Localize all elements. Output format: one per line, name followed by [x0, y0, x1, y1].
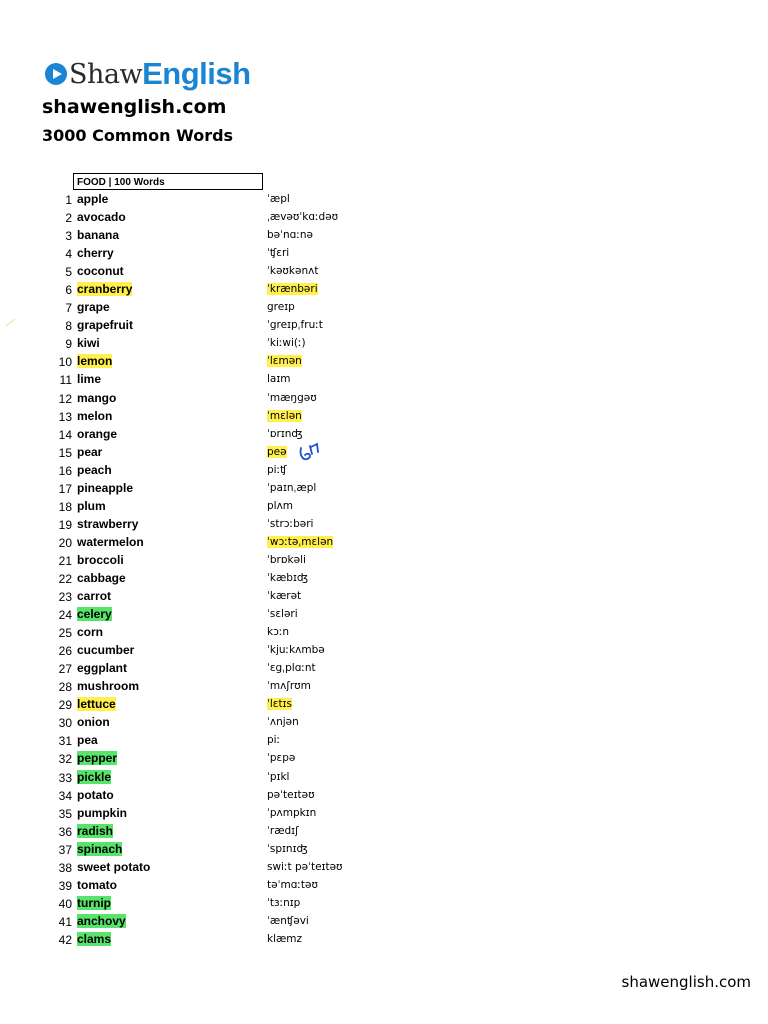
pencil-mark — [5, 316, 17, 328]
word-text: corn — [77, 625, 104, 640]
word-pronunciation: ˈkiːwi(ː) — [267, 337, 306, 350]
word-row — [0, 498, 768, 516]
word-list — [0, 191, 768, 949]
word-number: 18 — [58, 499, 72, 514]
word-text: pepper — [77, 751, 118, 766]
word-pronunciation: ˈkjuːkʌmbə — [267, 644, 325, 657]
word-pronunciation: ˈkrænbəri — [267, 283, 318, 296]
word-number: 31 — [58, 734, 72, 749]
word-number: 38 — [58, 860, 72, 875]
word-number: 16 — [58, 463, 72, 478]
word-text: cranberry — [77, 282, 133, 297]
word-text: lettuce — [77, 697, 116, 712]
word-pronunciation: ˈkærət — [267, 590, 302, 603]
word-text: grapefruit — [77, 318, 134, 333]
word-pronunciation: ˈkæbɪʤ — [267, 571, 308, 584]
word-text: pumpkin — [77, 805, 127, 820]
word-text: lemon — [77, 354, 113, 369]
word-text: melon — [77, 408, 113, 423]
play-icon — [45, 63, 67, 85]
word-text: clams — [77, 931, 112, 946]
word-row — [0, 913, 768, 931]
word-number: 40 — [58, 896, 72, 911]
word-pronunciation: ˈpaɪnˌæpl — [267, 481, 317, 494]
word-pronunciation: pəˈteɪtəʊ — [267, 788, 315, 801]
word-row — [0, 263, 768, 281]
word-number: 35 — [58, 806, 72, 821]
word-number: 9 — [65, 337, 72, 352]
logo-text-english: English — [142, 56, 251, 91]
word-number: 28 — [58, 680, 72, 695]
word-number: 24 — [58, 608, 72, 623]
word-row — [0, 859, 768, 877]
word-pronunciation: ˈbrɒkəli — [267, 553, 306, 566]
word-pronunciation: laɪm — [267, 373, 291, 386]
word-text: grape — [77, 300, 110, 315]
word-text: broccoli — [77, 552, 124, 567]
word-text: coconut — [77, 264, 124, 279]
word-text: pea — [77, 733, 98, 748]
word-text: orange — [77, 426, 118, 441]
word-pronunciation: ˈspɪnɪʤ — [267, 842, 308, 855]
word-pronunciation: ˈkəʊkənʌt — [267, 265, 319, 278]
word-row — [0, 750, 768, 768]
word-row — [0, 371, 768, 389]
word-number: 42 — [58, 932, 72, 947]
word-number: 4 — [65, 247, 72, 262]
word-text: kiwi — [77, 336, 100, 351]
word-row — [0, 642, 768, 660]
word-number: 27 — [58, 662, 72, 677]
word-row — [0, 895, 768, 913]
word-row — [0, 732, 768, 750]
word-pronunciation: ˈrædɪʃ — [267, 824, 299, 837]
word-number: 3 — [65, 229, 72, 244]
word-row — [0, 390, 768, 408]
word-text: cabbage — [77, 570, 126, 585]
word-number: 20 — [58, 535, 72, 550]
word-text: cucumber — [77, 643, 135, 658]
word-pronunciation: ˈʧɛri — [267, 247, 290, 260]
word-pronunciation: təˈmɑːtəʊ — [267, 878, 318, 891]
word-pronunciation: ˈpɪkl — [267, 770, 290, 783]
word-pronunciation: ˈɛgˌplɑːnt — [267, 662, 316, 675]
word-text: onion — [77, 715, 110, 730]
word-row — [0, 353, 768, 371]
word-number: 7 — [65, 301, 72, 316]
word-row — [0, 805, 768, 823]
word-number: 6 — [65, 283, 72, 298]
word-number: 21 — [58, 553, 72, 568]
word-row — [0, 606, 768, 624]
word-row — [0, 227, 768, 245]
word-text: celery — [77, 607, 112, 622]
word-pronunciation: ˈlɛtɪs — [267, 698, 292, 711]
word-text: cherry — [77, 246, 114, 261]
word-text: plum — [77, 498, 106, 513]
word-row — [0, 678, 768, 696]
word-text: mango — [77, 390, 117, 405]
word-text: carrot — [77, 589, 112, 604]
word-pronunciation: ˈtɜːnɪp — [267, 896, 301, 909]
word-row — [0, 408, 768, 426]
word-pronunciation: plʌm — [267, 499, 294, 512]
word-text: pineapple — [77, 480, 134, 495]
word-row — [0, 660, 768, 678]
word-number: 41 — [58, 914, 72, 929]
word-number: 17 — [58, 481, 72, 496]
word-pronunciation: ˈlɛmən — [267, 355, 302, 368]
word-row — [0, 317, 768, 335]
word-number: 19 — [58, 517, 72, 532]
word-number: 25 — [58, 626, 72, 641]
word-pronunciation: ˈɒrɪnʤ — [267, 427, 303, 440]
word-pronunciation: ˌævəʊˈkɑːdəʊ — [267, 211, 339, 224]
word-pronunciation: ˈæpl — [267, 193, 290, 205]
word-row — [0, 480, 768, 498]
word-number: 34 — [58, 788, 72, 803]
word-pronunciation: ˈsɛləri — [267, 608, 298, 621]
word-row — [0, 444, 768, 462]
word-row — [0, 624, 768, 642]
word-row — [0, 281, 768, 299]
word-number: 29 — [58, 698, 72, 713]
logo-text-shaw: Shaw — [69, 58, 143, 90]
word-number: 36 — [58, 824, 72, 839]
word-number: 10 — [58, 355, 72, 370]
word-text: mushroom — [77, 679, 140, 694]
word-pronunciation: ˈwɔːtəˌmɛlən — [267, 535, 334, 548]
word-row — [0, 534, 768, 552]
word-text: radish — [77, 823, 114, 838]
word-number: 2 — [65, 211, 72, 226]
word-pronunciation: swiːt pəˈteɪtəʊ — [267, 860, 343, 873]
word-row — [0, 841, 768, 859]
word-row — [0, 426, 768, 444]
word-text: avocado — [77, 210, 126, 225]
site-name: shawenglish.com — [42, 96, 227, 118]
word-row — [0, 769, 768, 787]
word-pronunciation: ˈpʌmpkɪn — [267, 806, 317, 819]
word-pronunciation: piː — [267, 734, 281, 747]
word-pronunciation: greɪp — [267, 301, 295, 314]
word-number: 23 — [58, 590, 72, 605]
word-pronunciation: bəˈnɑːnə — [267, 229, 313, 242]
word-text: potato — [77, 787, 114, 802]
word-row — [0, 552, 768, 570]
word-text: eggplant — [77, 661, 127, 676]
word-text: peach — [77, 462, 112, 477]
word-text: watermelon — [77, 534, 144, 549]
word-row — [0, 335, 768, 353]
word-row — [0, 787, 768, 805]
word-row — [0, 570, 768, 588]
handwritten-annotation — [296, 440, 324, 468]
word-row — [0, 516, 768, 534]
word-row — [0, 714, 768, 732]
word-text: strawberry — [77, 516, 139, 531]
word-pronunciation: klæmz — [267, 932, 303, 945]
word-row — [0, 245, 768, 263]
word-number: 11 — [59, 373, 72, 388]
word-number: 22 — [58, 571, 72, 586]
word-number: 15 — [58, 445, 72, 460]
word-text: pear — [77, 444, 103, 459]
word-row — [0, 877, 768, 895]
word-text: banana — [77, 228, 120, 243]
word-row — [0, 209, 768, 227]
word-row — [0, 299, 768, 317]
word-number: 1 — [65, 193, 72, 207]
word-text: turnip — [77, 895, 111, 910]
word-pronunciation: ˈʌnjən — [267, 716, 299, 729]
word-number: 12 — [58, 391, 72, 406]
word-number: 5 — [65, 265, 72, 280]
word-text: lime — [77, 372, 102, 387]
word-pronunciation: ˈmæŋgəʊ — [267, 391, 317, 404]
word-number: 37 — [58, 842, 72, 857]
word-pronunciation: ˈmʌʃrʊm — [267, 680, 311, 693]
word-number: 32 — [58, 752, 72, 767]
word-pronunciation: piːʧ — [267, 463, 287, 476]
word-text: spinach — [77, 841, 123, 856]
word-row — [0, 931, 768, 949]
word-row — [0, 696, 768, 714]
word-number: 30 — [58, 716, 72, 731]
word-pronunciation: peə — [267, 445, 287, 458]
word-row — [0, 462, 768, 480]
word-number: 8 — [65, 319, 72, 334]
word-number: 13 — [58, 409, 72, 424]
footer-site: shawenglish.com — [621, 973, 751, 991]
page-subtitle: 3000 Common Words — [42, 126, 234, 145]
word-pronunciation: ˈmɛlən — [267, 409, 302, 422]
word-pronunciation: kɔːn — [267, 626, 290, 639]
word-row — [0, 191, 768, 209]
table-header: FOOD | 100 Words — [73, 173, 263, 190]
word-row — [0, 823, 768, 841]
word-pronunciation: ˈpɛpə — [267, 752, 296, 765]
word-number: 39 — [58, 878, 72, 893]
word-number: 14 — [58, 427, 72, 442]
word-text: pickle — [77, 769, 112, 784]
word-row — [0, 588, 768, 606]
word-text: tomato — [77, 877, 117, 892]
word-text: sweet potato — [77, 859, 151, 874]
word-pronunciation: ˈstrɔːbəri — [267, 517, 314, 530]
word-pronunciation: ˈgreɪpˌfruːt — [267, 319, 323, 332]
word-text: anchovy — [77, 913, 126, 928]
word-text: apple — [77, 192, 109, 206]
word-pronunciation: ˈænʧəvi — [267, 914, 309, 927]
word-number: 26 — [58, 644, 72, 659]
word-number: 33 — [58, 770, 72, 785]
shawenglish-logo — [45, 56, 251, 92]
